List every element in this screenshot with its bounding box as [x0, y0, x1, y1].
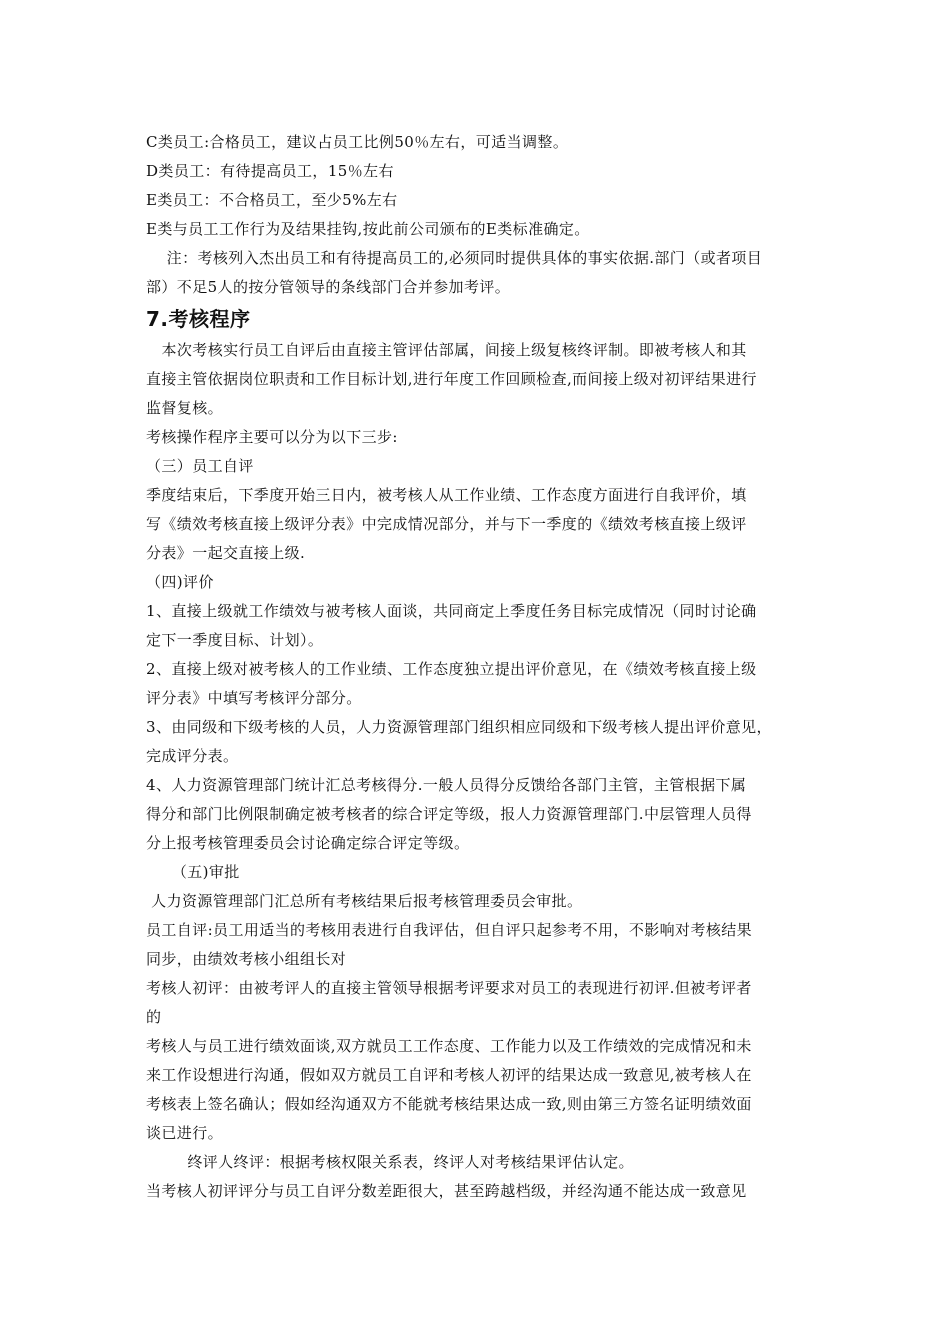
paragraph-line: 部）不足5人的按分管领导的条线部门合并参加考评。: [146, 278, 511, 296]
paragraph-line: 考核人与员工进行绩效面谈,双方就员工工作态度、工作能力以及工作绩效的完成情况和未: [146, 1037, 752, 1055]
paragraph-line: E类与员工工作行为及结果挂钩,按此前公司颁布的E类标准确定。: [146, 220, 590, 238]
paragraph-line: 季度结束后，下季度开始三日内，被考核人从工作业绩、工作态度方面进行自我评价，填: [146, 486, 747, 504]
paragraph-line: 评分表》中填写考核评分部分。: [146, 689, 362, 707]
paragraph-line: 考核表上签名确认；假如经沟通双方不能就考核结果达成一致,则由第三方签名证明绩效面: [146, 1095, 752, 1113]
section-heading: 7.考核程序: [146, 307, 251, 331]
subsection-heading: （三）员工自评: [146, 457, 254, 475]
paragraph-line: 同步，由绩效考核小组组长对: [146, 950, 347, 968]
subsection-heading: （五)审批: [146, 863, 240, 881]
paragraph-line: 1、直接上级就工作绩效与被考核人面谈，共同商定上季度任务目标完成情况（同时讨论确: [146, 602, 757, 620]
paragraph-line: 谈已进行。: [146, 1124, 224, 1142]
paragraph-line: 3、由同级和下级考核的人员，人力资源管理部门组织相应同级和下级考核人提出评价意见，: [146, 718, 772, 736]
paragraph-line: 员工自评:员工用适当的考核用表进行自我评估，但自评只起参考不用，不影响对考核结果: [146, 921, 753, 939]
paragraph-line: 人力资源管理部门汇总所有考核结果后报考核管理委员会审批。: [146, 892, 583, 910]
paragraph-line: 考核人初评：由被考评人的直接主管领导根据考评要求对员工的表现进行初评.但被考评者: [146, 979, 752, 997]
paragraph-line: 注：考核列入杰出员工和有待提高员工的,必须同时提供具体的事实依据.部门（或者项目: [146, 249, 763, 267]
paragraph-line: 分上报考核管理委员会讨论确定综合评定等级。: [146, 834, 470, 852]
paragraph-line: 来工作设想进行沟通，假如双方就员工自评和考核人初评的结果达成一致意见,被考核人在: [146, 1066, 752, 1084]
paragraph-line: 考核操作程序主要可以分为以下三步:: [146, 428, 398, 446]
paragraph-line: 分表》一起交直接上级.: [146, 544, 306, 562]
paragraph-line: 直接主管依据岗位职责和工作目标计划,进行年度工作回顾检查,而间接上级对初评结果进行: [146, 370, 757, 388]
paragraph-line: 写《绩效考核直接上级评分表》中完成情况部分，并与下一季度的《绩效考核直接上级评: [146, 515, 747, 533]
paragraph-line: 得分和部门比例限制确定被考核者的综合评定等级，报人力资源管理部门.中层管理人员得: [146, 805, 752, 823]
paragraph-line: 定下一季度目标、计划）。: [146, 631, 324, 649]
paragraph-line: 当考核人初评评分与员工自评分数差距很大，甚至跨越档级，并经沟通不能达成一致意见: [146, 1182, 747, 1200]
paragraph-line: 4、人力资源管理部门统计汇总考核得分.一般人员得分反馈给各部门主管，主管根据下属: [146, 776, 747, 794]
subsection-heading: （四)评价: [146, 573, 214, 591]
paragraph-line: 终评人终评：根据考核权限关系表，终评人对考核结果评估认定。: [146, 1153, 634, 1171]
document-body: [146, 128, 818, 1206]
paragraph-line: 本次考核实行员工自评后由直接主管评估部属，间接上级复核终评制。即被考核人和其: [146, 341, 747, 359]
paragraph-line: 2、直接上级对被考核人的工作业绩、工作态度独立提出评价意见，在《绩效考核直接上级: [146, 660, 757, 678]
paragraph-line: 监督复核。: [146, 399, 224, 417]
paragraph-line: D类员工：有待提高员工，15％左右: [146, 162, 394, 180]
paragraph-line: 的: [146, 1008, 162, 1026]
paragraph-line: E类员工：不合格员工，至少5%左右: [146, 191, 398, 209]
paragraph-line: C类员工:合格员工，建议占员工比例50％左右，可适当调整。: [146, 133, 569, 151]
paragraph-line: 完成评分表。: [146, 747, 239, 765]
